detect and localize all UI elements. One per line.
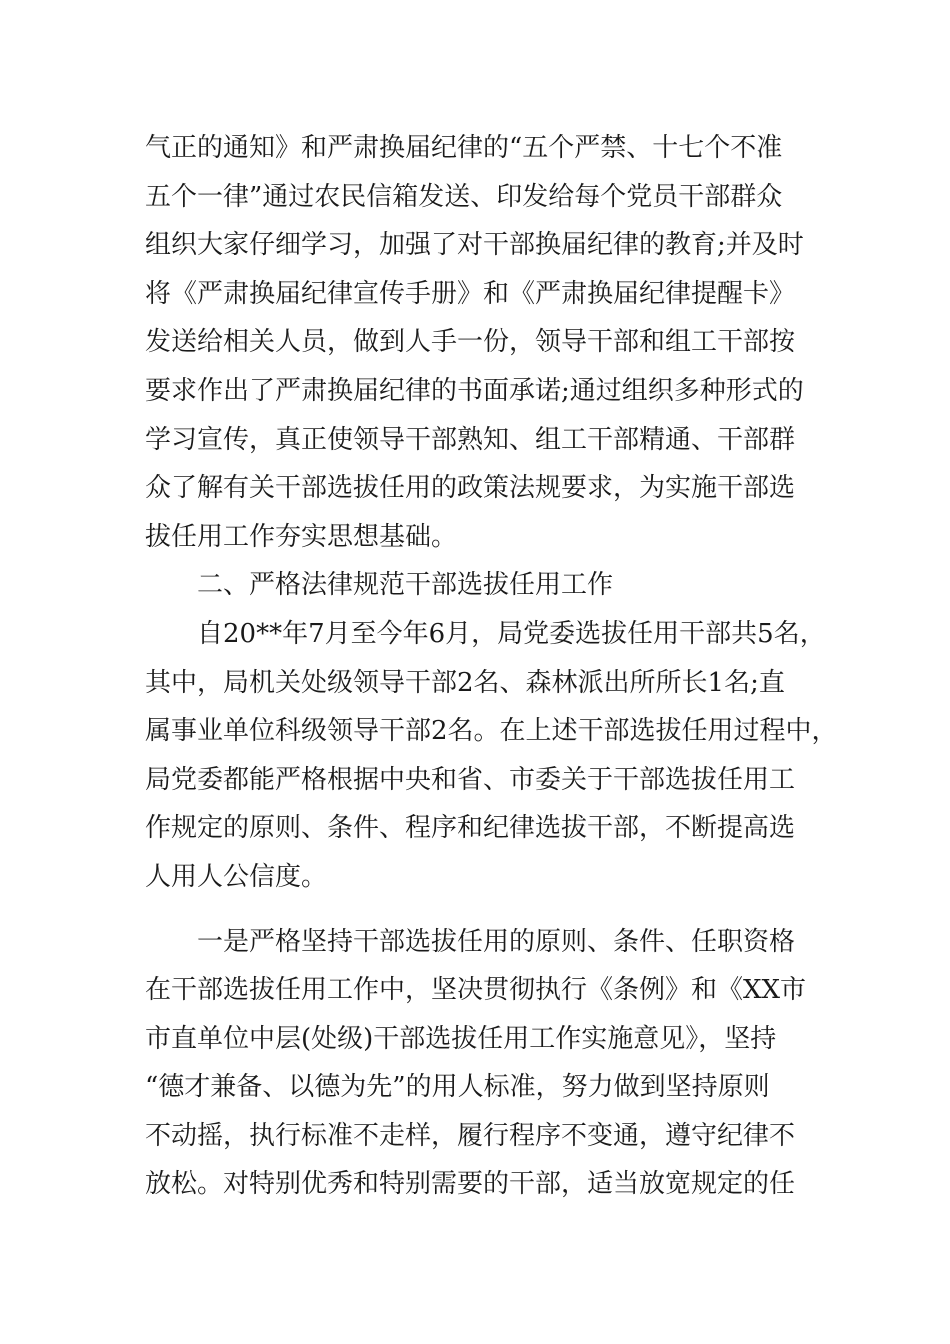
text-line: 放松。对特别优秀和特别需要的干部，适当放宽规定的任 <box>145 1169 796 1200</box>
text-line: “德才兼备、以德为先”的用人标准，努力做到坚持原则 <box>145 1072 770 1103</box>
text-line: 学习宣传，真正使领导干部熟知、组工干部精通、干部群 <box>145 424 796 455</box>
text-line: 要求作出了严肃换届纪律的书面承诺;通过组织多种形式的 <box>145 375 804 406</box>
text-line: 一是严格坚持干部选拔任用的原则、条件、任职资格 <box>197 926 796 957</box>
document-body <box>145 124 838 1209</box>
paragraph <box>145 918 815 1210</box>
paragraph-spacer <box>145 902 815 918</box>
text-line: 作规定的原则、条件、程序和纪律选拔干部，不断提高选 <box>145 813 796 844</box>
text-line: 人用人公信度。 <box>145 861 328 892</box>
text-line: 自20**年7月至今年6月，局党委选拔任用干部共5名， <box>197 618 826 649</box>
text-line: 五个一律”通过农民信箱发送、印发给每个党员干部群众 <box>145 181 783 212</box>
paragraph <box>145 610 838 902</box>
text-line: 属事业单位科级领导干部2名。在上述干部选拔任用过程中， <box>145 716 838 747</box>
text-line: 市直单位中层(处级)干部选拔任用工作实施意见》，坚持 <box>145 1023 777 1054</box>
text-line: 局党委都能严格根据中央和省、市委关于干部选拔任用工 <box>145 764 796 795</box>
text-line: 组织大家仔细学习，加强了对干部换届纪律的教育;并及时 <box>145 230 804 261</box>
text-line: 将《严肃换届纪律宣传手册》和《严肃换届纪律提醒卡》 <box>145 278 796 309</box>
text-line: 气正的通知》和严肃换届纪律的“五个严禁、十七个不准 <box>145 133 783 163</box>
paragraph <box>145 124 815 561</box>
text-line: 在干部选拔任用工作中，坚决贯彻执行《条例》和《XX市 <box>145 975 807 1006</box>
text-line: 拔任用工作夯实思想基础。 <box>145 521 458 552</box>
text-line: 不动摇，执行标准不走样，履行程序不变通，遵守纪律不 <box>145 1120 796 1151</box>
text-line: 其中，局机关处级领导干部2名、森林派出所所长1名;直 <box>145 667 785 698</box>
text-line: 发送给相关人员，做到人手一份，领导干部和组工干部按 <box>145 327 796 358</box>
section-heading: 二、严格法律规范干部选拔任用工作 <box>197 570 614 601</box>
text-line: 众了解有关干部选拔任用的政策法规要求，为实施干部选 <box>145 473 796 504</box>
